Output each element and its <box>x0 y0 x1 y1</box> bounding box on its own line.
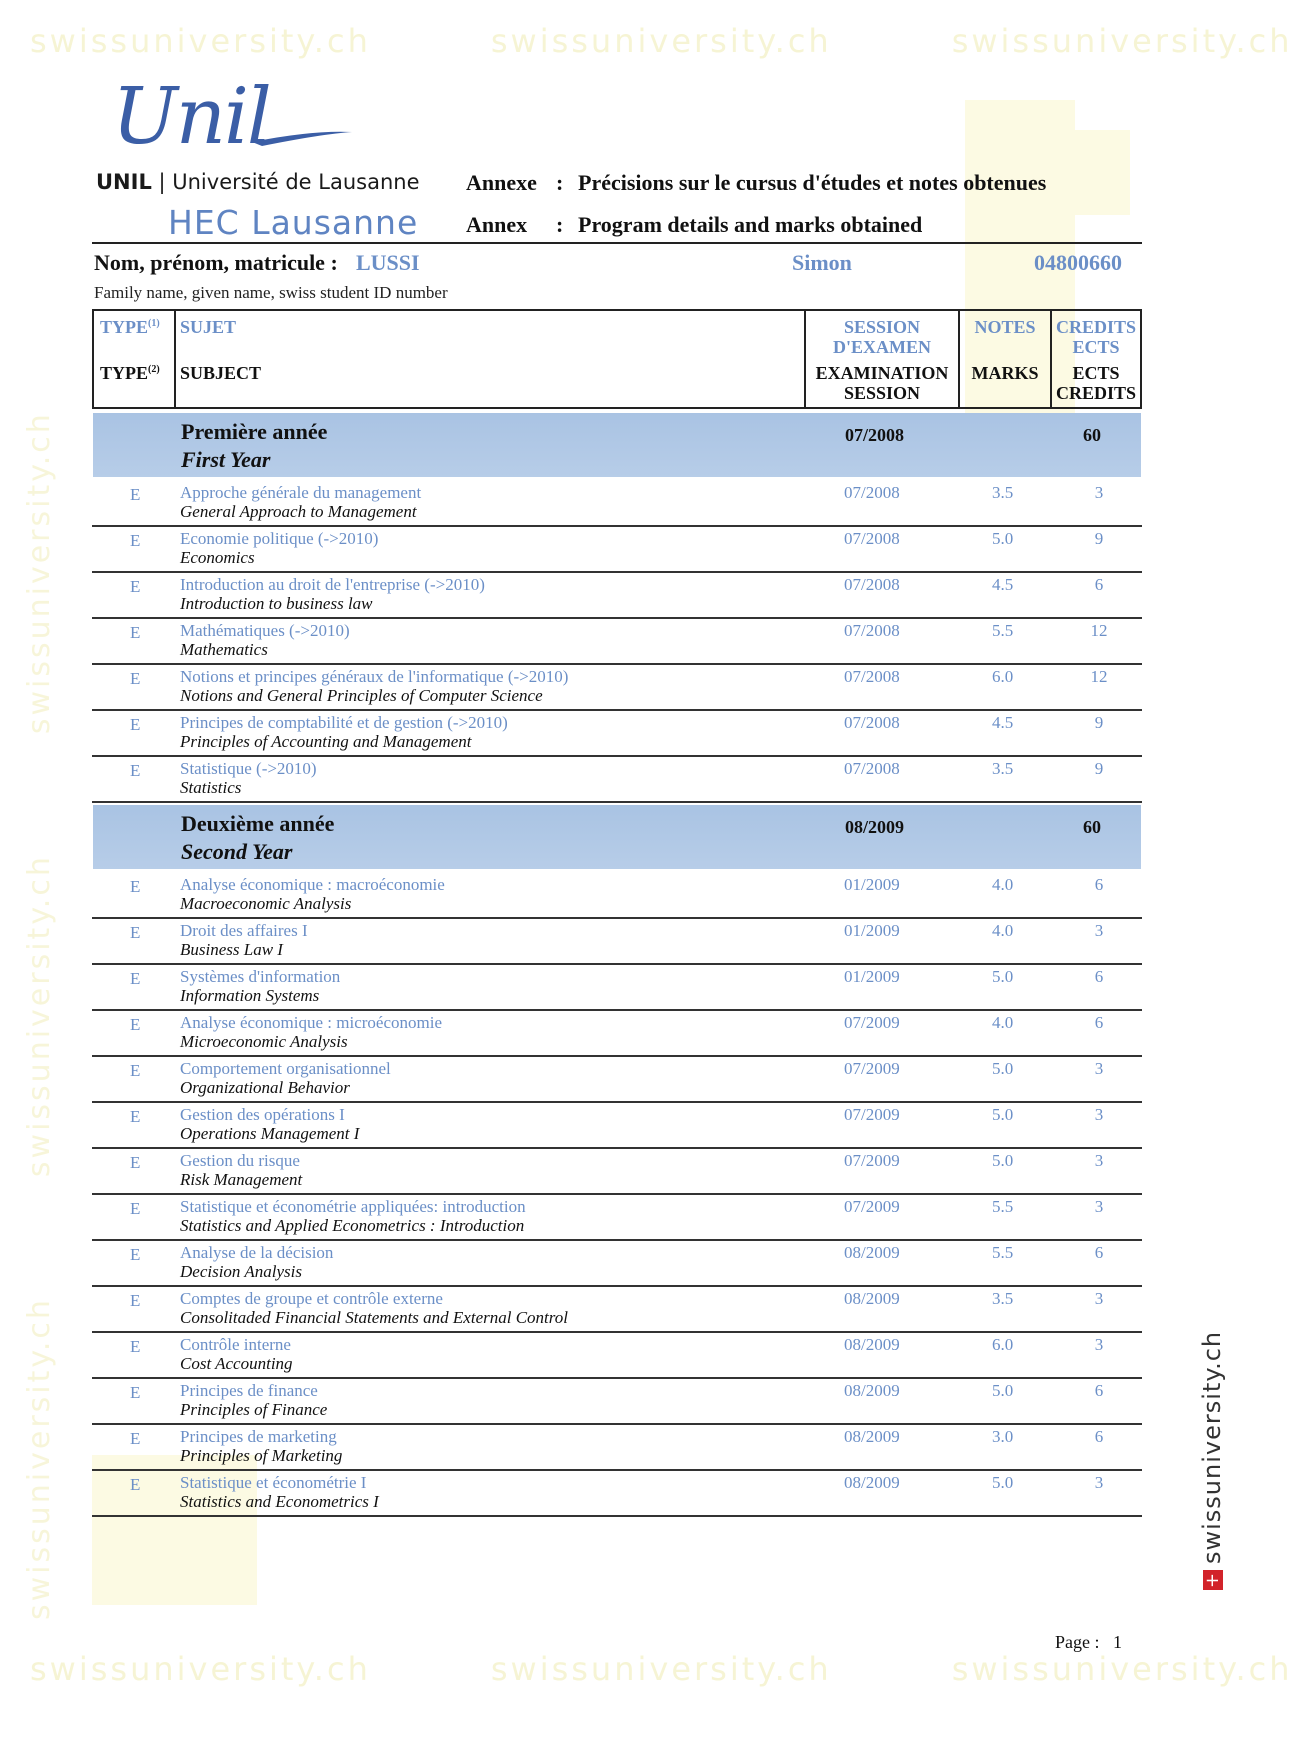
course-mark: 5.5 <box>992 621 1014 640</box>
page-number: Page : 1 <box>1055 1632 1122 1652</box>
course-credits: 3 <box>1094 1197 1104 1216</box>
annex-title-en: Annex : Program details and marks obtained <box>466 212 923 237</box>
course-title-en: Organizational Behavior <box>180 1078 350 1097</box>
header-divider <box>92 242 1142 244</box>
course-session: 07/2008 <box>844 575 900 594</box>
course-title-en: Business Law I <box>180 940 283 959</box>
course-credits: 3 <box>1094 483 1104 502</box>
table-row <box>92 709 1142 757</box>
header-type-en: TYPE$^{(2)}$ <box>100 363 160 383</box>
section-first-year <box>93 413 1141 477</box>
table-row <box>92 871 1142 919</box>
course-session: 07/2008 <box>844 621 900 640</box>
course-title-fr: Analyse économique : microéconomie <box>180 1013 442 1032</box>
course-credits: 3 <box>1094 921 1104 940</box>
course-mark: 6.0 <box>992 667 1014 686</box>
course-session: 08/2009 <box>844 1243 900 1262</box>
course-type: E <box>130 1015 141 1034</box>
course-type: E <box>130 1383 141 1402</box>
course-session: 07/2008 <box>844 529 900 548</box>
section-title-en: Second Year <box>181 839 293 864</box>
course-type: E <box>130 969 141 988</box>
course-credits: 9 <box>1094 759 1104 778</box>
course-session: 07/2008 <box>844 483 900 502</box>
course-credits: 9 <box>1094 713 1104 732</box>
course-title-fr: Mathématiques (->2010) <box>180 621 350 640</box>
course-type: E <box>130 577 141 596</box>
course-mark: 3.5 <box>992 483 1014 502</box>
course-mark: 5.0 <box>992 1151 1014 1170</box>
course-title-fr: Economie politique (->2010) <box>180 529 379 548</box>
course-type: E <box>130 1291 141 1310</box>
course-title-fr: Statistique et économétrie appliquées: introduction <box>180 1197 526 1216</box>
header-subject-fr: SUJET <box>180 317 237 337</box>
unil-logo: Unil <box>112 72 270 162</box>
table-row <box>92 1055 1142 1103</box>
course-title-fr: Principes de finance <box>180 1381 318 1400</box>
course-session: 07/2009 <box>844 1059 900 1078</box>
header-credits-fr: CREDITS ECTS <box>1055 317 1137 357</box>
header-session-en: EXAMINATION SESSION <box>815 363 949 403</box>
header-session-cell <box>806 311 960 407</box>
course-title-en: Principles of Marketing <box>180 1446 343 1465</box>
course-session: 07/2009 <box>844 1151 900 1170</box>
course-title-en: Principles of Accounting and Management <box>180 732 472 751</box>
course-title-fr: Gestion des opérations I <box>180 1105 345 1124</box>
course-credits: 3 <box>1094 1059 1104 1078</box>
table-row <box>92 1009 1142 1057</box>
annex-title-fr: Annexe : Précisions sur le cursus d'études et notes obtenues <box>466 170 1047 195</box>
course-type: E <box>130 715 141 734</box>
course-mark: 5.0 <box>992 967 1014 986</box>
watermark-cross-shape <box>1075 130 1130 215</box>
course-type: E <box>130 1199 141 1218</box>
watermark-bottom: swissuniversity.ch swissuniversity.ch swissuniversity.ch <box>30 1650 1293 1688</box>
course-credits: 3 <box>1094 1473 1104 1492</box>
section-credits: 60 <box>1083 817 1101 837</box>
course-mark: 5.0 <box>992 1381 1014 1400</box>
course-title-fr: Principes de marketing <box>180 1427 337 1446</box>
course-session: 01/2009 <box>844 967 900 986</box>
header-credits-cell <box>1052 311 1140 407</box>
course-session: 01/2009 <box>844 921 900 940</box>
course-session: 08/2009 <box>844 1427 900 1446</box>
family-name: LUSSI <box>356 250 420 275</box>
course-title-fr: Droit des affaires I <box>180 921 308 940</box>
course-credits: 3 <box>1094 1151 1104 1170</box>
section-title-en: First Year <box>181 447 271 472</box>
table-row <box>92 1469 1142 1517</box>
table-row <box>92 1331 1142 1379</box>
table-header <box>92 309 1142 409</box>
course-type: E <box>130 485 141 504</box>
table-row <box>92 1285 1142 1333</box>
header-marks-fr: NOTES <box>974 317 1036 337</box>
course-type: E <box>130 1153 141 1172</box>
course-credits: 12 <box>1090 621 1108 640</box>
table-row <box>92 1239 1142 1287</box>
course-type: E <box>130 1061 141 1080</box>
course-title-fr: Statistique (->2010) <box>180 759 317 778</box>
header-credits-en: ECTS CREDITS <box>1055 363 1137 403</box>
course-session: 07/2008 <box>844 759 900 778</box>
watermark-left: swissuniversity.chswissuniversity.chswissuniversity.ch <box>22 411 57 1620</box>
header-marks-cell <box>960 311 1052 407</box>
course-credits: 9 <box>1094 529 1104 548</box>
school-name: HEC Lausanne <box>168 203 419 242</box>
course-title-fr: Approche générale du management <box>180 483 422 502</box>
course-title-en: Notions and General Principles of Computer Science <box>180 686 543 705</box>
header-type-cell <box>94 311 176 407</box>
section-title-fr: Deuxième année <box>181 811 335 836</box>
table-row <box>92 1423 1142 1471</box>
course-title-en: Macroeconomic Analysis <box>180 894 352 913</box>
course-type: E <box>130 1475 141 1494</box>
section-session: 08/2009 <box>845 817 905 837</box>
course-mark: 3.5 <box>992 759 1014 778</box>
course-title-fr: Comportement organisationnel <box>180 1059 391 1078</box>
course-title-en: Cost Accounting <box>180 1354 293 1373</box>
section-credits: 60 <box>1083 425 1101 445</box>
student-label: Nom, prénom, matricule : <box>94 250 338 275</box>
course-mark: 4.0 <box>992 1013 1014 1032</box>
table-row <box>92 755 1142 803</box>
header-subject-en: SUBJECT <box>180 363 262 383</box>
course-mark: 4.0 <box>992 875 1014 894</box>
header-marks-en: MARKS <box>971 363 1039 383</box>
course-title-en: Economics <box>180 548 255 567</box>
course-session: 08/2009 <box>844 1473 900 1492</box>
course-session: 08/2009 <box>844 1381 900 1400</box>
table-row <box>92 663 1142 711</box>
course-title-fr: Statistique et économétrie I <box>180 1473 367 1492</box>
course-title-en: Information Systems <box>180 986 320 1005</box>
table-row <box>92 963 1142 1011</box>
course-type: E <box>130 531 141 550</box>
course-credits: 6 <box>1094 875 1104 894</box>
course-mark: 5.5 <box>992 1243 1014 1262</box>
course-credits: 6 <box>1094 1013 1104 1032</box>
course-title-fr: Systèmes d'information <box>180 967 341 986</box>
course-mark: 5.0 <box>992 1059 1014 1078</box>
course-title-en: Statistics <box>180 778 242 797</box>
table-row <box>92 571 1142 619</box>
course-mark: 5.5 <box>992 1197 1014 1216</box>
course-mark: 5.0 <box>992 1473 1014 1492</box>
table-row <box>92 525 1142 573</box>
course-credits: 3 <box>1094 1105 1104 1124</box>
course-type: E <box>130 1107 141 1126</box>
header-type-fr: TYPE$^{(1)}$ <box>100 317 160 337</box>
course-title-en: Decision Analysis <box>180 1262 302 1281</box>
course-credits: 3 <box>1094 1335 1104 1354</box>
section-session: 07/2008 <box>845 425 905 445</box>
table-row <box>92 1193 1142 1241</box>
logo-swoosh-icon <box>112 72 372 152</box>
course-credits: 6 <box>1094 1427 1104 1446</box>
course-session: 07/2008 <box>844 667 900 686</box>
swissuniversity-brand: +swissuniversity.ch <box>1198 1330 1226 1589</box>
course-title-en: Mathematics <box>180 640 268 659</box>
course-title-fr: Comptes de groupe et contrôle externe <box>180 1289 443 1308</box>
table-row <box>92 1101 1142 1149</box>
course-title-fr: Introduction au droit de l'entreprise (->2010) <box>180 575 485 594</box>
table-row <box>92 1377 1142 1425</box>
student-id: 04800660 <box>1034 250 1122 275</box>
student-caption: Family name, given name, swiss student ID number <box>94 283 448 302</box>
course-title-en: Statistics and Econometrics I <box>180 1492 379 1511</box>
given-name: Simon <box>792 250 852 275</box>
course-session: 08/2009 <box>844 1289 900 1308</box>
course-type: E <box>130 923 141 942</box>
course-type: E <box>130 1245 141 1264</box>
course-session: 08/2009 <box>844 1335 900 1354</box>
course-mark: 6.0 <box>992 1335 1014 1354</box>
course-title-en: Microeconomic Analysis <box>180 1032 348 1051</box>
course-title-en: Statistics and Applied Econometrics : Introduction <box>180 1216 525 1235</box>
course-credits: 6 <box>1094 1243 1104 1262</box>
course-type: E <box>130 623 141 642</box>
course-title-en: Consolitaded Financial Statements and External Control <box>180 1308 568 1327</box>
course-session: 07/2009 <box>844 1013 900 1032</box>
course-title-fr: Gestion du risque <box>180 1151 300 1170</box>
header-subject-cell <box>176 311 806 407</box>
section-title-fr: Première année <box>181 419 328 444</box>
course-title-fr: Analyse économique : macroéconomie <box>180 875 445 894</box>
course-mark: 4.0 <box>992 921 1014 940</box>
course-type: E <box>130 669 141 688</box>
course-mark: 3.5 <box>992 1289 1014 1308</box>
course-title-en: Introduction to business law <box>180 594 373 613</box>
course-mark: 4.5 <box>992 575 1014 594</box>
course-credits: 6 <box>1094 1381 1104 1400</box>
header-session-fr: SESSION D'EXAMEN <box>833 317 931 357</box>
course-title-en: General Approach to Management <box>180 502 417 521</box>
course-title-en: Risk Management <box>180 1170 303 1189</box>
course-session: 07/2009 <box>844 1105 900 1124</box>
table-row <box>92 917 1142 965</box>
course-session: 07/2009 <box>844 1197 900 1216</box>
course-mark: 3.0 <box>992 1427 1014 1446</box>
section-second-year <box>93 805 1141 869</box>
course-session: 07/2008 <box>844 713 900 732</box>
course-credits: 6 <box>1094 967 1104 986</box>
course-type: E <box>130 1337 141 1356</box>
swiss-cross-icon: + <box>1202 1571 1223 1589</box>
course-type: E <box>130 1429 141 1448</box>
course-title-fr: Analyse de la décision <box>180 1243 334 1262</box>
table-row <box>92 617 1142 665</box>
course-mark: 4.5 <box>992 713 1014 732</box>
course-session: 01/2009 <box>844 875 900 894</box>
course-title-fr: Notions et principes généraux de l'informatique (->2010) <box>180 667 569 686</box>
course-title-en: Principles of Finance <box>180 1400 328 1419</box>
course-mark: 5.0 <box>992 529 1014 548</box>
course-title-fr: Contrôle interne <box>180 1335 291 1354</box>
course-title-en: Operations Management I <box>180 1124 360 1143</box>
university-name: UNIL | Université de Lausanne <box>96 170 420 194</box>
watermark-top: swissuniversity.ch swissuniversity.ch swissuniversity.ch <box>30 22 1293 60</box>
course-credits: 3 <box>1094 1289 1104 1308</box>
course-credits: 12 <box>1090 667 1108 686</box>
course-type: E <box>130 877 141 896</box>
course-type: E <box>130 761 141 780</box>
table-row <box>92 479 1142 527</box>
course-title-fr: Principes de comptabilité et de gestion (->2010) <box>180 713 508 732</box>
course-credits: 6 <box>1094 575 1104 594</box>
course-mark: 5.0 <box>992 1105 1014 1124</box>
table-row <box>92 1147 1142 1195</box>
